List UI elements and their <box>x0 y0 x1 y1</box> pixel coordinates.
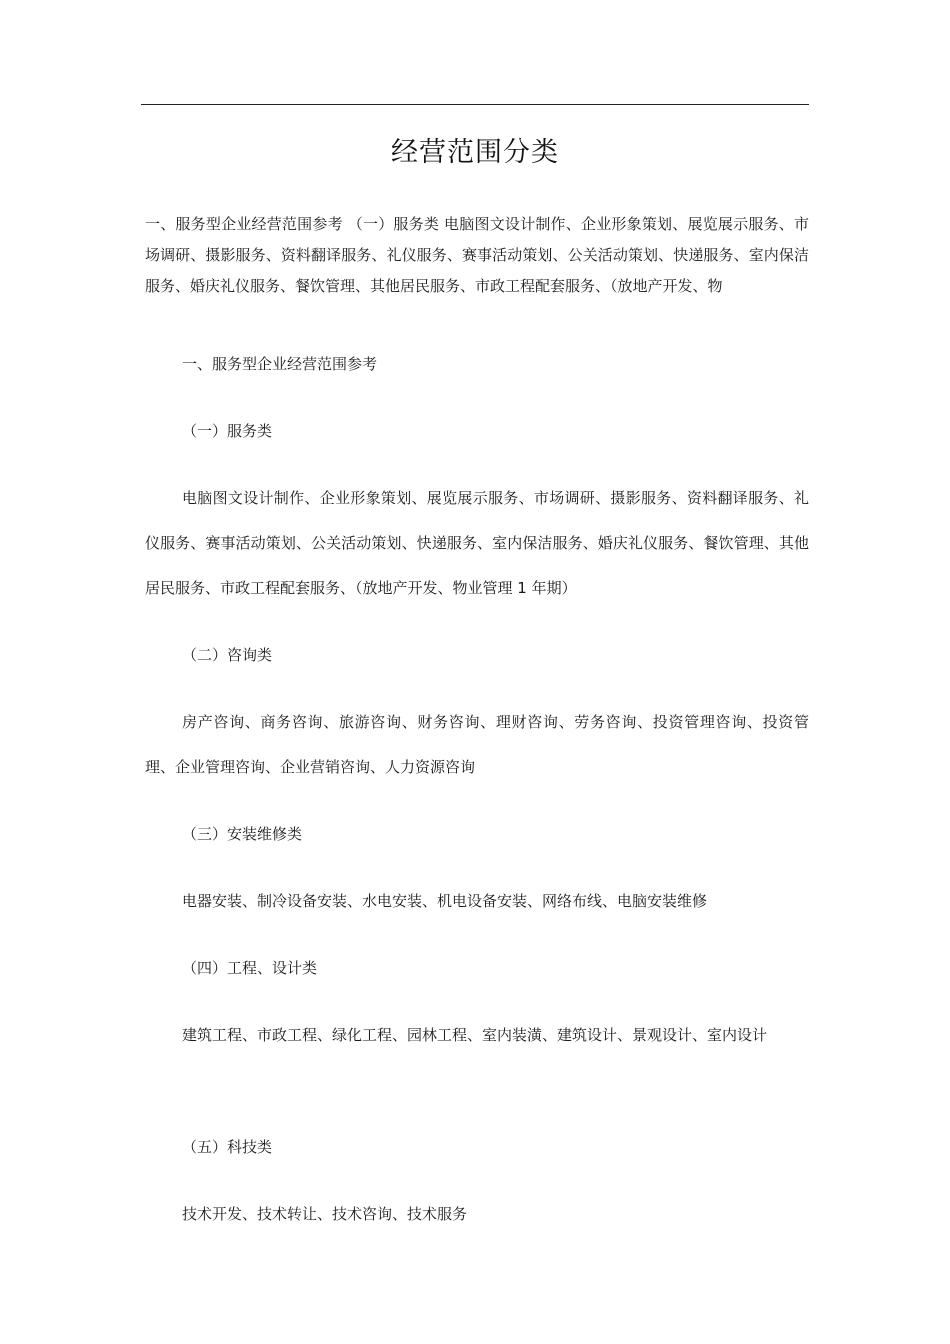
section-heading: 一、服务型企业经营范围参考 <box>182 355 378 373</box>
summary-paragraph: 一、服务型企业经营范围参考 （一）服务类 电脑图文设计制作、企业形象策划、展览展示服务、市场调研、摄影服务、资料翻译服务、礼仪服务、赛事活动策划、公关活动策划、快递服务、室内保洁服务、婚庆礼仪服务、餐饮管理、其他居民服务、市政工程配套服务、（放地产开发、物 <box>145 215 809 295</box>
header-rule <box>141 104 809 105</box>
category-heading-consulting: （二）咨询类 <box>182 646 273 664</box>
category-items-technology: 技术开发、技术转让、技术咨询、技术服务 <box>182 1205 468 1223</box>
category-heading-installation: （三）安装维修类 <box>182 825 303 843</box>
document-title: 经营范围分类 <box>391 137 559 168</box>
category-items-consulting: 房产咨询、商务咨询、旅游咨询、财务咨询、理财咨询、劳务咨询、投资管理咨询、投资管理、企业管理咨询、企业营销咨询、人力资源咨询 <box>145 713 809 776</box>
category-items-installation: 电器安装、制冷设备安装、水电安装、机电设备安装、网络布线、电脑安装维修 <box>182 892 708 910</box>
category-heading-engineering: （四）工程、设计类 <box>182 959 318 977</box>
category-items-services: 电脑图文设计制作、企业形象策划、展览展示服务、市场调研、摄影服务、资料翻译服务、礼仪服务、赛事活动策划、公关活动策划、快递服务、室内保洁服务、婚庆礼仪服务、餐饮管理、其他居民服务、市政工程配套服务、（放地产开发、物业管理 1 年期） <box>145 489 809 597</box>
category-items-engineering: 建筑工程、市政工程、绿化工程、园林工程、室内装潢、建筑设计、景观设计、室内设计 <box>182 1026 768 1044</box>
category-heading-services: （一）服务类 <box>182 422 273 440</box>
category-heading-technology: （五）科技类 <box>182 1138 273 1156</box>
